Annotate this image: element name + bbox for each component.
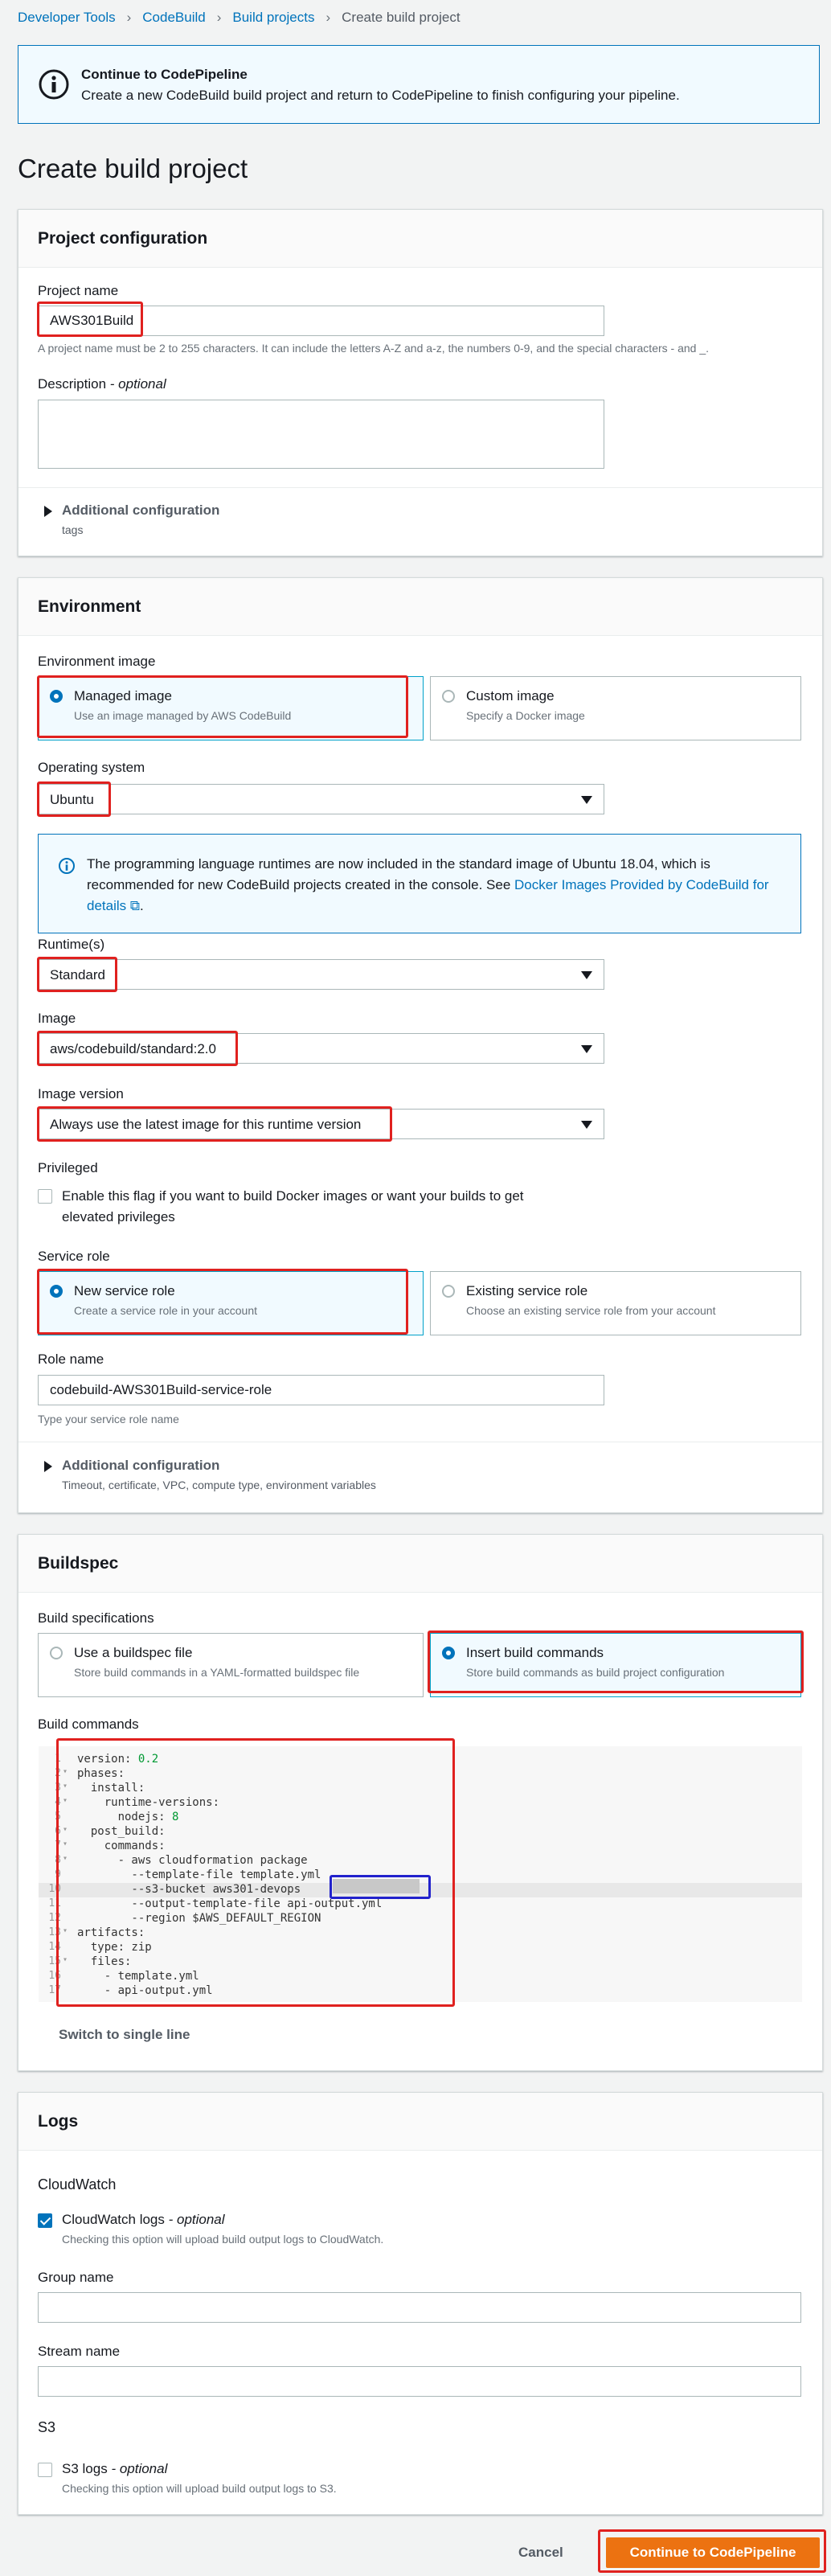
fold-icon[interactable]: ▾ — [63, 1955, 68, 1964]
image-select[interactable] — [38, 1033, 604, 1064]
redacted-text — [333, 1879, 420, 1893]
code-line-active: 10 --s3-bucket aws301-devops — [39, 1883, 802, 1897]
radio-selected[interactable] — [50, 690, 63, 703]
operating-system-value: Ubuntu — [50, 792, 94, 807]
code-line: 3 ▾ install: — [55, 1782, 145, 1795]
cloudwatch-logs-desc: Checking this option will upload build output logs to CloudWatch. — [62, 2233, 384, 2246]
code-line: 15 ▾ files: — [48, 1955, 132, 1968]
code-line: 1 version: 0.2 — [55, 1753, 159, 1766]
caret-down-icon — [581, 971, 592, 979]
new-service-role-desc: Create a service role in your account — [74, 1304, 257, 1317]
code-line: 12 --region $AWS_DEFAULT_REGION — [48, 1912, 321, 1925]
role-name-input[interactable]: codebuild-AWS301Build-service-role — [38, 1375, 604, 1405]
build-commands-editor[interactable] — [39, 1746, 802, 2002]
radio-selected[interactable] — [442, 1647, 455, 1659]
fold-icon[interactable]: ▾ — [63, 1926, 68, 1935]
s3-label: S3 — [38, 2419, 56, 2435]
service-role-label: Service role — [38, 1249, 110, 1264]
cloudwatch-logs-checkbox[interactable] — [38, 2213, 52, 2228]
info-icon — [58, 857, 76, 875]
insert-build-commands-option[interactable] — [430, 1633, 801, 1697]
code-line: 11 --output-template-file api-output.yml — [48, 1897, 383, 1910]
breadcrumb-build-projects[interactable]: Build projects — [232, 10, 315, 25]
runtime-info-text: The programming language runtimes are now included in the standard image of Ubuntu 18.04, which is recommended for new CodeBuild projects created in the console. See Docker Images Provided by CodeBuild for details ⧉. — [87, 856, 769, 913]
build-specifications-label: Build specifications — [38, 1610, 154, 1626]
caret-down-icon — [581, 1045, 592, 1053]
description-label: Description - optional — [38, 376, 166, 392]
code-line: 4 ▾ runtime-versions: — [55, 1796, 220, 1809]
environment-panel — [18, 577, 823, 1513]
operating-system-select[interactable] — [38, 784, 604, 814]
radio-selected[interactable] — [50, 1285, 63, 1298]
cloudwatch-label: CloudWatch — [38, 2176, 117, 2192]
radio-unselected[interactable] — [50, 1647, 63, 1659]
code-line: 17 - api-output.yml — [48, 1984, 213, 1997]
new-service-role-option[interactable] — [38, 1271, 424, 1335]
privileged-checkbox[interactable] — [38, 1189, 52, 1204]
insert-build-commands-title: Insert build commands — [466, 1645, 604, 1660]
caret-right-icon — [44, 1461, 52, 1472]
custom-image-desc: Specify a Docker image — [466, 709, 585, 722]
additional-configuration-title: Additional configuration — [62, 502, 220, 518]
fold-icon[interactable]: ▾ — [63, 1767, 68, 1776]
fold-icon[interactable]: ▾ — [63, 1782, 68, 1790]
breadcrumb-developer-tools[interactable]: Developer Tools — [18, 10, 116, 25]
image-version-label: Image version — [38, 1086, 124, 1101]
custom-image-title: Custom image — [466, 688, 555, 703]
caret-right-icon — [44, 506, 52, 517]
logs-panel — [18, 2092, 823, 2515]
existing-service-role-title: Existing service role — [466, 1283, 588, 1298]
project-name-input[interactable]: AWS301Build — [38, 306, 604, 336]
custom-image-option[interactable] — [430, 676, 801, 740]
code-line: 8 ▾ - aws cloudformation package — [55, 1854, 308, 1867]
divider — [18, 487, 822, 488]
continue-to-codepipeline-button[interactable]: Continue to CodePipeline — [606, 2537, 820, 2568]
privileged-text: Enable this flag if you want to build Docker images or want your builds to get elevated privileges — [62, 1188, 524, 1224]
image-version-value: Always use the latest image for this runtime version — [50, 1117, 362, 1132]
radio-unselected[interactable] — [442, 690, 455, 703]
role-name-hint: Type your service role name — [38, 1413, 179, 1425]
flash-title: Continue to CodePipeline — [81, 67, 248, 82]
continue-flash — [18, 45, 820, 124]
managed-image-option[interactable] — [38, 676, 424, 740]
code-line: 9 --template-file template.yml — [55, 1868, 321, 1881]
operating-system-label: Operating system — [38, 760, 145, 775]
breadcrumb-current: Create build project — [342, 10, 461, 25]
existing-service-role-option[interactable] — [430, 1271, 801, 1335]
chevron-right-icon: › — [216, 10, 222, 25]
caret-down-icon — [581, 1121, 592, 1129]
fold-icon[interactable]: ▾ — [63, 1854, 68, 1863]
role-name-label: Role name — [38, 1352, 104, 1367]
s3-logs-desc: Checking this option will upload build output logs to S3. — [62, 2482, 337, 2495]
s3-logs-checkbox[interactable] — [38, 2463, 52, 2477]
additional-configuration-title: Additional configuration — [62, 1458, 220, 1473]
code-line: 14 type: zip — [48, 1941, 152, 1954]
buildspec-heading: Buildspec — [38, 1554, 119, 1573]
switch-to-single-line-button[interactable]: Switch to single line — [59, 2027, 190, 2042]
runtime-info-alert — [38, 834, 801, 933]
info-icon — [38, 68, 70, 100]
fold-icon[interactable]: ▾ — [63, 1825, 68, 1834]
managed-image-title: Managed image — [74, 688, 172, 703]
environment-heading: Environment — [38, 597, 141, 616]
chevron-right-icon: › — [325, 10, 331, 25]
existing-service-role-desc: Choose an existing service role from your account — [466, 1304, 716, 1317]
project-configuration-panel — [18, 209, 823, 556]
cloudwatch-logs-label: CloudWatch logs - optional — [62, 2212, 225, 2227]
logs-heading: Logs — [38, 2112, 79, 2131]
code-line: 16 - template.yml — [48, 1970, 199, 1983]
project-configuration-heading: Project configuration — [38, 229, 208, 248]
code-line: 5 nodejs: 8 — [55, 1811, 179, 1823]
use-buildspec-file-title: Use a buildspec file — [74, 1645, 193, 1660]
use-buildspec-file-option[interactable] — [38, 1633, 424, 1697]
privileged-label: Privileged — [38, 1160, 98, 1175]
image-value: aws/codebuild/standard:2.0 — [50, 1041, 216, 1056]
description-textarea[interactable] — [38, 400, 604, 469]
runtime-value: Standard — [50, 967, 105, 982]
cancel-button[interactable]: Cancel — [518, 2545, 563, 2560]
environment-image-label: Environment image — [38, 654, 156, 669]
code-line: 13 ▾ artifacts: — [48, 1926, 145, 1939]
chevron-right-icon: › — [126, 10, 132, 25]
insert-build-commands-desc: Store build commands as build project configuration — [466, 1666, 725, 1679]
group-name-input[interactable] — [38, 2292, 801, 2323]
runtime-label: Runtime(s) — [38, 937, 105, 952]
fold-icon[interactable]: ▾ — [63, 1840, 68, 1848]
code-line: 7 ▾ commands: — [55, 1840, 166, 1852]
group-name-label: Group name — [38, 2270, 114, 2285]
docker-images-link[interactable]: Docker Images Provided by CodeBuild for details — [87, 877, 769, 913]
stream-name-input[interactable] — [38, 2366, 801, 2397]
additional-configuration-desc: tags — [62, 523, 84, 536]
project-name-hint: A project name must be 2 to 255 characters. It can include the letters A-Z and a-z, the numbers 0-9, and the special characters - and _. — [38, 342, 710, 355]
code-line: 6 ▾ post_build: — [55, 1825, 166, 1838]
caret-down-icon — [581, 796, 592, 804]
additional-configuration-desc: Timeout, certificate, VPC, compute type, environment variables — [62, 1479, 376, 1491]
new-service-role-title: New service role — [74, 1283, 175, 1298]
external-link-icon: ⧉ — [129, 898, 141, 913]
use-buildspec-file-desc: Store build commands in a YAML-formatted buildspec file — [74, 1666, 360, 1679]
page-title: Create build project — [18, 154, 248, 183]
breadcrumb-codebuild[interactable]: CodeBuild — [142, 10, 206, 25]
s3-logs-label: S3 logs - optional — [62, 2461, 168, 2476]
radio-unselected[interactable] — [442, 1285, 455, 1298]
runtime-select[interactable] — [38, 959, 604, 990]
build-commands-label: Build commands — [38, 1717, 139, 1732]
fold-icon[interactable]: ▾ — [63, 1796, 68, 1805]
code-line: 2 ▾ phases: — [55, 1767, 125, 1780]
breadcrumb — [18, 10, 461, 26]
image-label: Image — [38, 1011, 76, 1026]
managed-image-desc: Use an image managed by AWS CodeBuild — [74, 709, 292, 722]
image-version-select[interactable] — [38, 1109, 604, 1139]
flash-text: Create a new CodeBuild build project and return to CodePipeline to finish configuring your pipeline. — [81, 88, 680, 103]
project-name-label: Project name — [38, 283, 119, 298]
stream-name-label: Stream name — [38, 2344, 121, 2359]
